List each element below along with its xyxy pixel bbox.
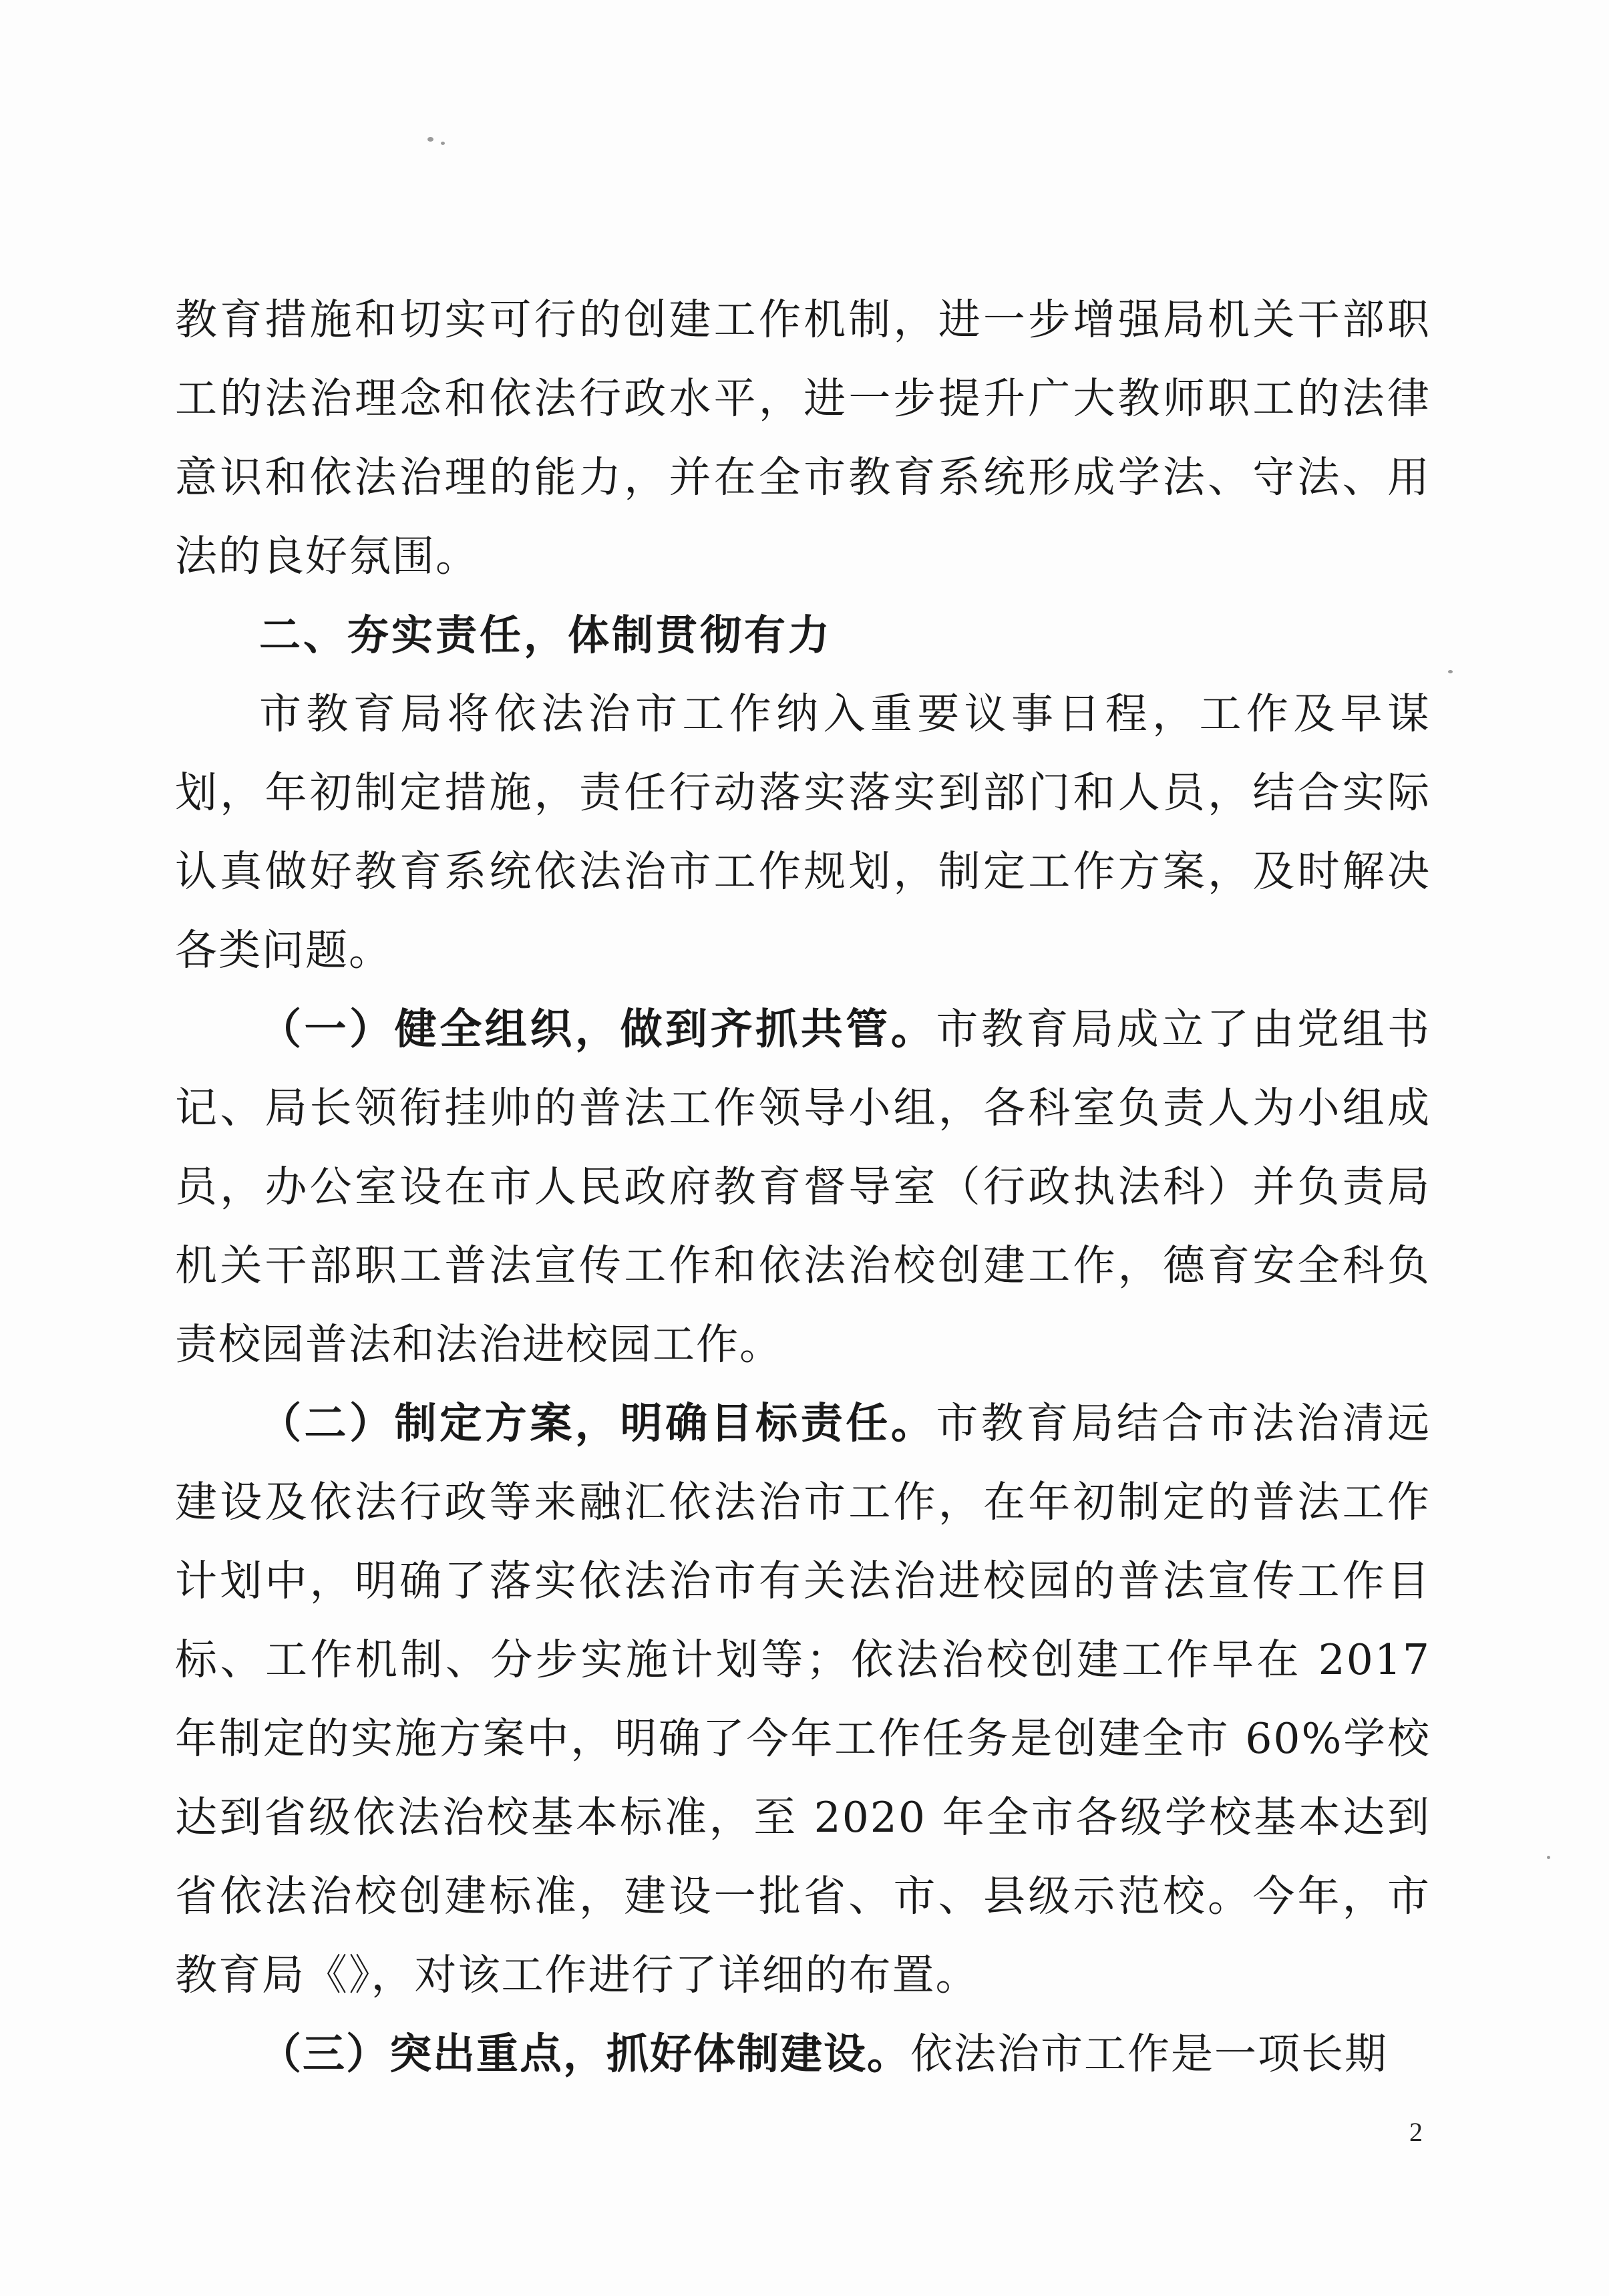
scan-speck bbox=[1547, 1856, 1550, 1859]
subsection-3-text: 依法治市工作是一项长期 bbox=[910, 2029, 1388, 2078]
subsection-2-text: 市教育局结合市法治清远建设及依法行政等来融汇依法治市工作，在年初制定的普法工作计划中，明确了落实依法治市有关法治进校园的普法宣传工作目标、工作机制、分步实施计划等；依法治校创建工作早在 2017 年制定的实施方案中，明确了今年工作任务是创建全市 60%学校达到省级依法治校基本标准，至 2020 年全市各级学校基本达到省依法治校创建标准，建设一批省、市、县级示范校。今年，市教育局《》，对该工作进行了详细的布置。 bbox=[175, 1399, 1431, 1999]
subsection-1-lead: （一）健全组织，做到齐抓共管。 bbox=[259, 1005, 936, 1053]
subsection-2 bbox=[175, 1384, 1431, 2015]
subsection-1 bbox=[175, 990, 1431, 1384]
subsection-1-text: 市教育局成立了由党组书记、局长领衔挂帅的普法工作领导小组，各科室负责人为小组成员，办公室设在市人民政府教育督导室（行政执法科）并负责局机关干部职工普法宣传工作和依法治校创建工作，德育安全科负责校园普法和法治进校园工作。 bbox=[175, 1005, 1431, 1369]
paragraph-1 bbox=[175, 281, 1431, 596]
scan-speck bbox=[427, 137, 433, 142]
paragraph-2 bbox=[175, 675, 1431, 990]
subsection-2-lead: （二）制定方案，明确目标责任。 bbox=[259, 1399, 936, 1448]
paragraph-2-text: 市教育局将依法治市工作纳入重要议事日程，工作及早谋划，年初制定措施，责任行动落实落实到部门和人员，结合实际认真做好教育系统依法治市工作规划，制定工作方案，及时解决各类问题。 bbox=[175, 689, 1431, 975]
paragraph-1-text: 教育措施和切实可行的创建工作机制，进一步增强局机关干部职工的法治理念和依法行政水平，进一步提升广大教师职工的法律意识和依法治理的能力，并在全市教育系统形成学法、守法、用法的良好氛围。 bbox=[175, 295, 1431, 581]
section-heading bbox=[175, 596, 1431, 675]
document-body bbox=[175, 281, 1431, 2094]
scan-speck bbox=[1448, 670, 1453, 673]
subsection-3-lead: （三）突出重点，抓好体制建设。 bbox=[259, 2029, 910, 2078]
page-number: 2 bbox=[1409, 2117, 1423, 2147]
scan-speck bbox=[441, 142, 445, 145]
section-heading-text: 二、夯实责任，体制贯彻有力 bbox=[259, 611, 833, 659]
subsection-3 bbox=[175, 2015, 1431, 2094]
